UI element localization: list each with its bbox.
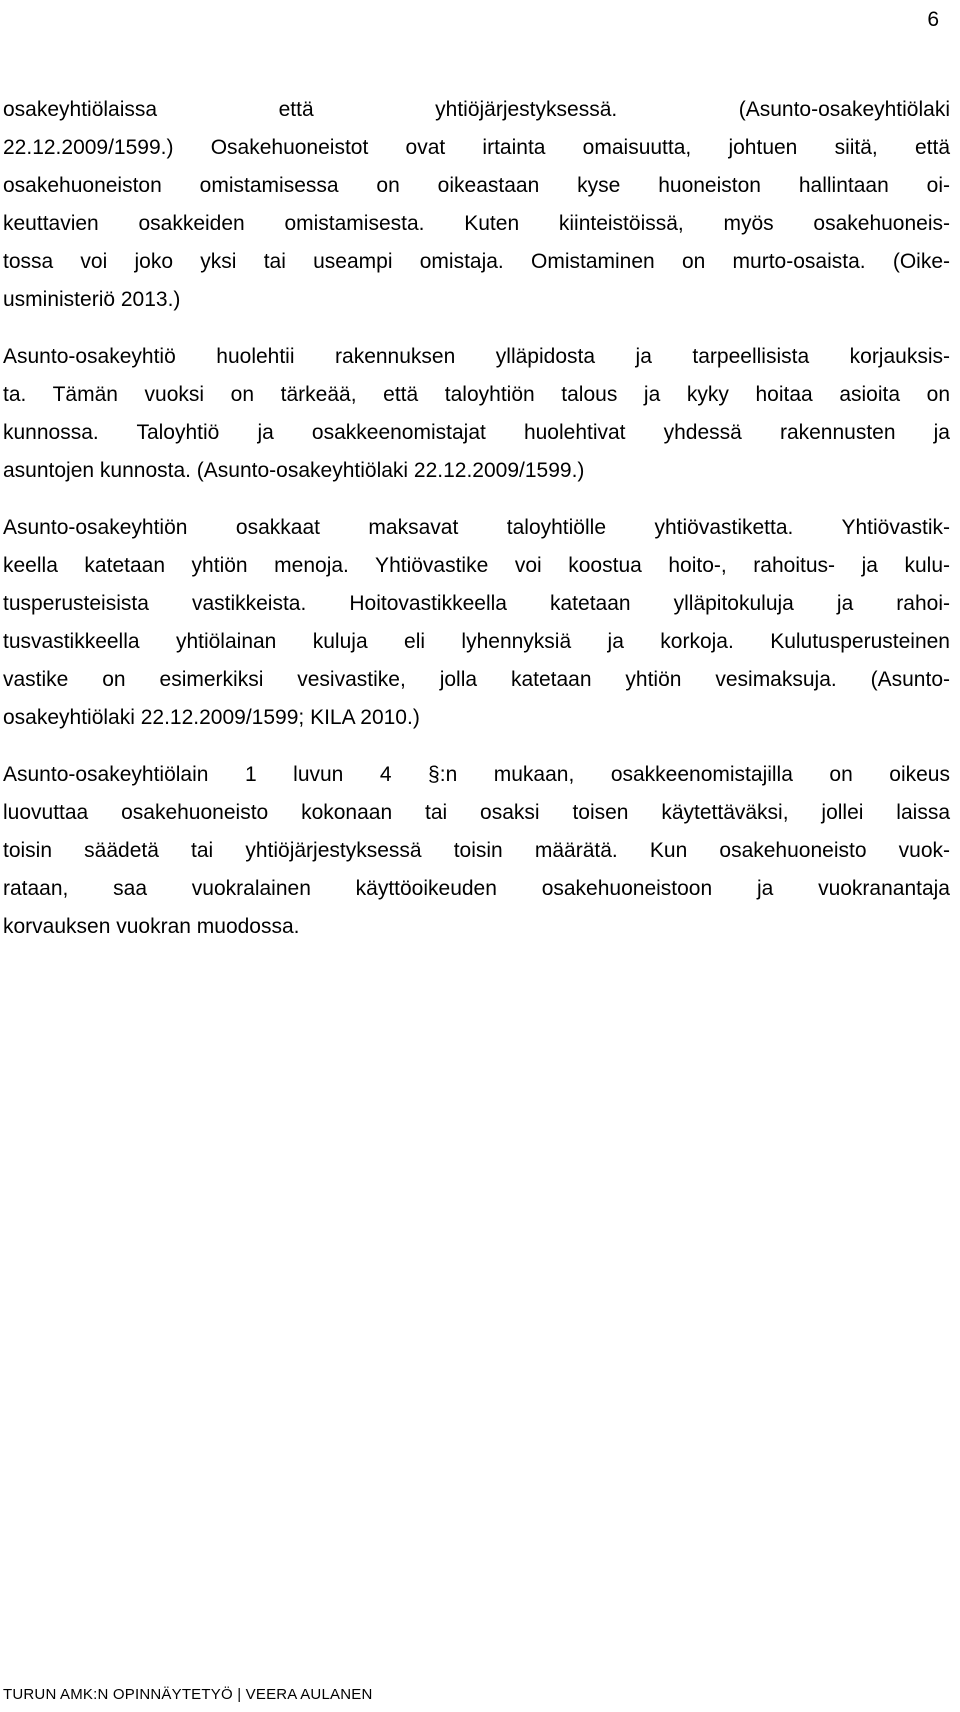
text-line: keuttavien osakkeiden omistamisesta. Kuten kiinteistöissä, myös osakehuoneis-	[3, 212, 950, 235]
footer-text: TURUN AMK:N OPINNÄYTETYÖ | VEERA AULANEN	[3, 1686, 373, 1703]
page-number: 6	[927, 8, 939, 31]
text-line: Asunto-osakeyhtiölain 1 luvun 4 §:n mukaan, osakkeenomistajilla on oikeus	[3, 763, 950, 786]
text-line: toisin säädetä tai yhtiöjärjestyksessä toisin määrätä. Kun osakehuoneisto vuok-	[3, 839, 950, 862]
text-line: usministeriö 2013.)	[3, 288, 181, 311]
text-line: vastike on esimerkiksi vesivastike, jolla katetaan yhtiön vesimaksuja. (Asunto-	[3, 668, 950, 691]
paragraph-2	[3, 338, 950, 490]
text-line: tusvastikkeella yhtiölainan kuluja eli lyhennyksiä ja korkoja. Kulutusperusteinen	[3, 630, 950, 653]
text-line: asuntojen kunnosta. (Asunto-osakeyhtiölaki 22.12.2009/1599.)	[3, 459, 585, 482]
paragraph-1	[3, 91, 950, 319]
text-line: luovuttaa osakehuoneisto kokonaan tai osaksi toisen käytettäväksi, jollei laissa	[3, 801, 950, 824]
text-line: rataan, saa vuokralainen käyttöoikeuden osakehuoneistoon ja vuokranantaja	[3, 877, 950, 900]
text-line: korvauksen vuokran muodossa.	[3, 915, 300, 938]
text-line: osakeyhtiölaki 22.12.2009/1599; KILA 2010.)	[3, 706, 420, 729]
body-text	[3, 91, 950, 965]
text-line: tusperusteisista vastikkeista. Hoitovastikkeella katetaan ylläpitokuluja ja rahoi-	[3, 592, 950, 615]
text-line: 22.12.2009/1599.) Osakehuoneistot ovat irtainta omaisuutta, johtuen siitä, että	[3, 136, 950, 159]
text-line: kunnossa. Taloyhtiö ja osakkeenomistajat huolehtivat yhdessä rakennusten ja	[3, 421, 950, 444]
paragraph-3	[3, 509, 950, 737]
text-line: osakeyhtiölaissa että yhtiöjärjestyksessä. (Asunto-osakeyhtiölaki	[3, 98, 950, 121]
text-line: Asunto-osakeyhtiön osakkaat maksavat taloyhtiölle yhtiövastiketta. Yhtiövastik-	[3, 516, 950, 539]
text-line: keella katetaan yhtiön menoja. Yhtiövastike voi koostua hoito-, rahoitus- ja kulu-	[3, 554, 950, 577]
text-line: osakehuoneiston omistamisessa on oikeastaan kyse huoneiston hallintaan oi-	[3, 174, 950, 197]
text-line: tossa voi joko yksi tai useampi omistaja. Omistaminen on murto-osaista. (Oike-	[3, 250, 950, 273]
text-line: ta. Tämän vuoksi on tärkeää, että taloyhtiön talous ja kyky hoitaa asioita on	[3, 383, 950, 406]
paragraph-4	[3, 756, 950, 946]
text-line: Asunto-osakeyhtiö huolehtii rakennuksen ylläpidosta ja tarpeellisista korjauksis-	[3, 345, 950, 368]
